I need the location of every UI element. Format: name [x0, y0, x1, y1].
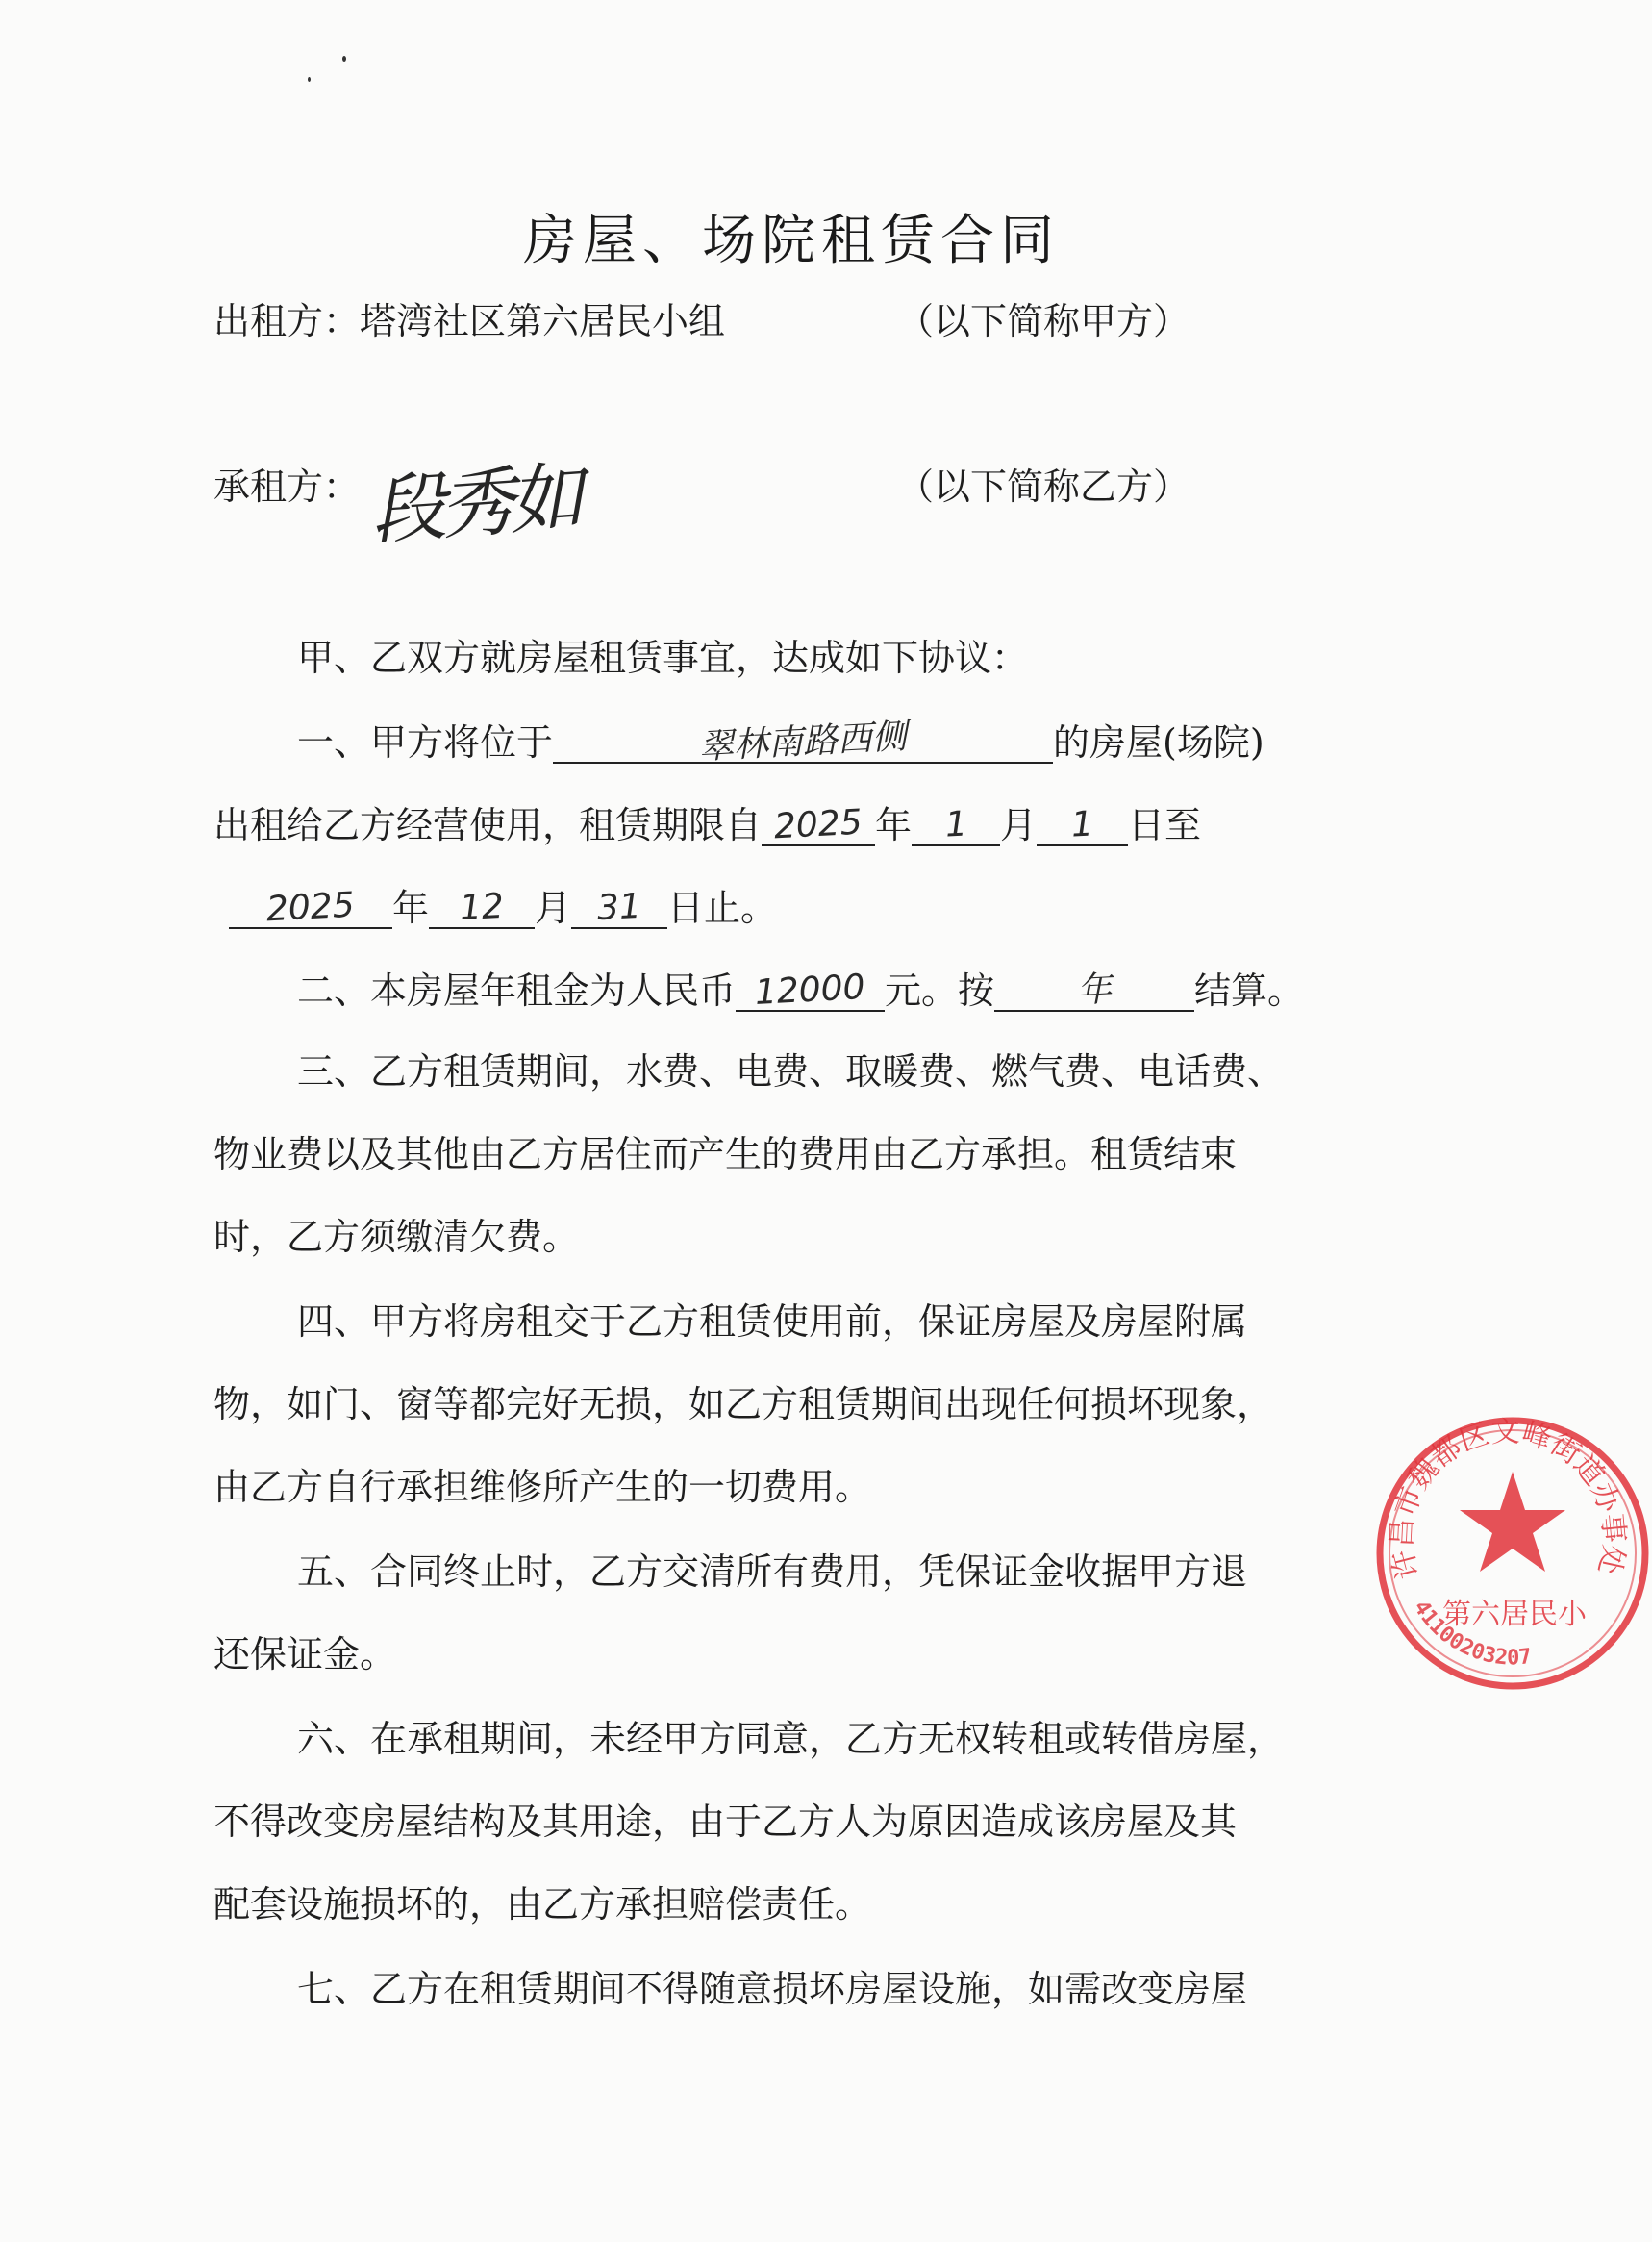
clause4-line2: 物，如门、窗等都完好无损，如乙方租赁期间出现任何损坏现象，	[213, 1383, 1274, 1425]
period-value: 年	[1075, 970, 1114, 1011]
start-month-blank	[912, 802, 1000, 846]
clause2-suffix: 结算。	[1194, 970, 1305, 1012]
lessee-signature: 段秀如	[367, 454, 582, 556]
clause5-line2: 还保证金。	[213, 1633, 397, 1675]
clause6-line2: 不得改变房屋结构及其用途，由于乙方人为原因造成该房屋及其	[213, 1801, 1238, 1843]
clause6-line3: 配套设施损坏的，由乙方承担赔偿责任。	[213, 1883, 872, 1926]
end-month-blank	[429, 885, 535, 929]
seal-code: 41100203207	[1408, 1596, 1534, 1671]
month-char: 月	[535, 887, 572, 929]
start-year-value: 2025	[773, 802, 864, 847]
end-year-value: 2025	[265, 885, 356, 930]
document-title: 房屋、场院租赁合同	[523, 210, 1060, 272]
clause3-line2: 物业费以及其他由乙方居住而产生的费用由乙方承担。租赁结束	[213, 1133, 1238, 1175]
location-blank	[553, 717, 1053, 768]
clause2-line	[297, 968, 1304, 1012]
clause4-line1: 四、甲方将房租交于乙方租赁使用前，保证房屋及房屋附属	[297, 1300, 1248, 1343]
lessee-alias: （以下简称乙方）	[897, 466, 1190, 508]
scan-speck	[308, 77, 311, 82]
end-month-value: 12	[459, 886, 505, 929]
start-year-blank	[762, 802, 875, 846]
location-value: 翠林南路西侧	[698, 717, 908, 768]
seal-star-icon	[1460, 1472, 1565, 1572]
clause1-line3	[229, 885, 777, 929]
period-blank	[994, 968, 1194, 1012]
clause1-line2-prefix: 出租给乙方经营使用，租赁期限自	[213, 804, 763, 846]
clause6-line1: 六、在承租期间，未经甲方同意，乙方无权转租或转借房屋，	[297, 1718, 1285, 1760]
seal-arc-text: 许昌市魏都区文峰街道办事处	[1385, 1415, 1631, 1583]
official-seal	[1373, 1414, 1652, 1693]
amount-value: 12000	[754, 968, 866, 1013]
clause7-line1: 七、乙方在租赁期间不得随意损坏房屋设施，如需改变房屋	[297, 1968, 1248, 2010]
lessee-label: 承租方：	[213, 466, 361, 508]
day-to: 日至	[1128, 804, 1202, 846]
amount-blank	[736, 968, 885, 1012]
end-suffix: 日止。	[667, 887, 778, 929]
lessor-label: 出租方：	[213, 300, 361, 342]
year-char: 年	[875, 804, 913, 846]
start-day-blank	[1037, 802, 1128, 846]
start-month-value: 1	[943, 804, 968, 845]
clause1-suffix: 的房屋(场院)	[1053, 721, 1264, 764]
lessor-alias: （以下简称甲方）	[897, 300, 1190, 342]
clause1-line2	[213, 802, 1201, 846]
clause3-line1: 三、乙方租赁期间，水费、电费、取暖费、燃气费、电话费、	[297, 1050, 1285, 1093]
clause4-line3: 由乙方自行承担维修所产生的一切费用。	[213, 1466, 872, 1508]
lessor-line	[213, 300, 725, 342]
end-day-blank	[571, 885, 667, 929]
month-char: 月	[1000, 804, 1038, 846]
clause1-prefix: 一、甲方将位于	[297, 721, 554, 764]
end-year-blank	[229, 885, 392, 929]
clause2-mid: 元。按	[885, 970, 995, 1012]
clause2-prefix: 二、本房屋年租金为人民币	[297, 970, 737, 1012]
lessor-name: 塔湾社区第六居民小组	[360, 300, 726, 342]
seal-group-name: 第六居民小	[1442, 1598, 1587, 1631]
scan-speck	[342, 56, 346, 62]
year-char: 年	[392, 887, 430, 929]
start-day-value: 1	[1070, 804, 1095, 845]
clause3-line3: 时，乙方须缴清欠费。	[213, 1216, 580, 1258]
clause1-line1	[297, 717, 1264, 768]
intro-line: 甲、乙双方就房屋租赁事宜，达成如下协议：	[297, 637, 1029, 679]
end-day-value: 31	[596, 886, 642, 929]
clause5-line1: 五、合同终止时，乙方交清所有费用，凭保证金收据甲方退	[297, 1550, 1248, 1593]
